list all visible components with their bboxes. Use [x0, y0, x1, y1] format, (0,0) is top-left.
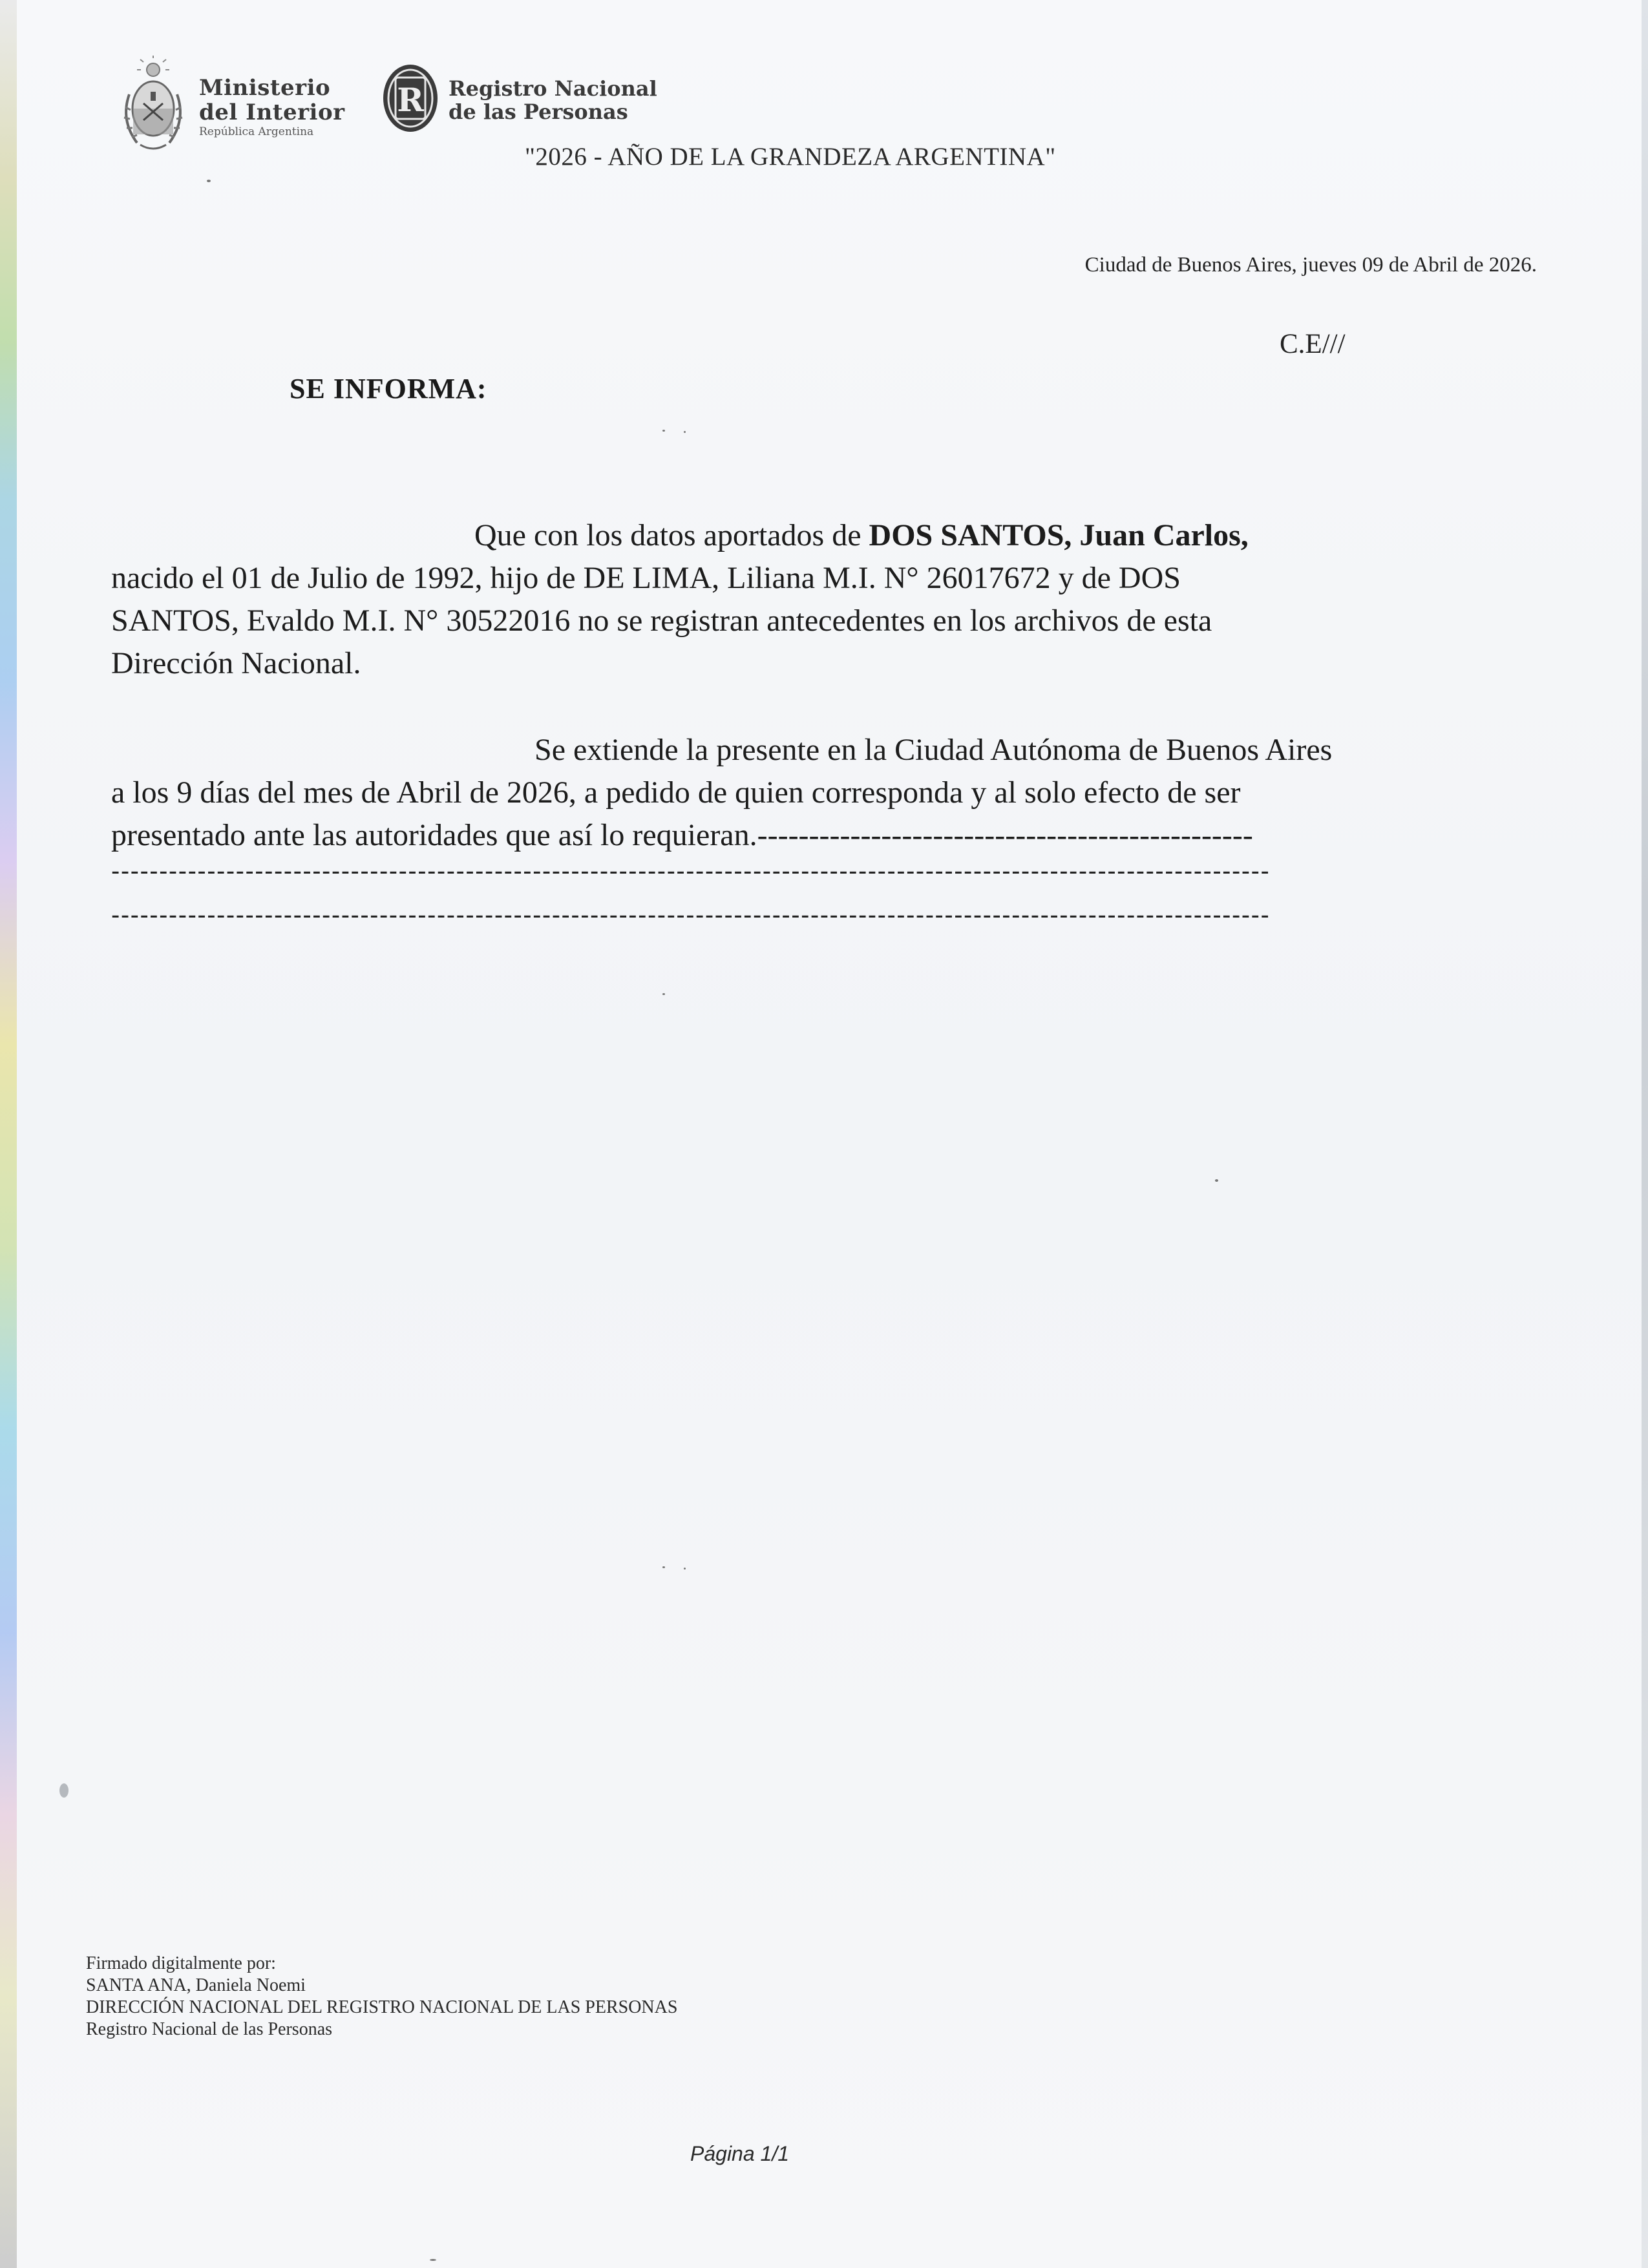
scan-speck — [662, 1566, 665, 1568]
document-heading: SE INFORMA: — [290, 373, 487, 404]
svg-text:R: R — [397, 81, 424, 119]
scan-speck — [684, 1568, 686, 1570]
ministerio-logo — [118, 56, 345, 159]
paragraph-1-line-4: Dirección Nacional. — [111, 646, 361, 680]
paragraph-1 — [111, 514, 1455, 685]
year-motto: "2026 - AÑO DE LA GRANDEZA ARGENTINA" — [525, 143, 1056, 171]
scan-speck — [430, 2259, 436, 2261]
ministerio-line1: Ministerio — [199, 75, 331, 101]
renaper-line2: de las Personas — [449, 99, 628, 124]
renaper-line1: Registro Nacional — [449, 76, 657, 101]
scan-speck — [207, 180, 211, 182]
paragraph-1-prefix: Que con los datos aportados de — [474, 518, 869, 552]
paragraph-2-line-3: presentado ante las autoridades que así lo requieran.------------------------------------------------ — [111, 818, 1253, 852]
ministerio-line2: del Interior — [199, 100, 345, 125]
renaper-r-logo-icon — [381, 62, 439, 138]
argentina-coat-of-arms-icon — [118, 56, 189, 159]
scan-speck — [684, 431, 686, 433]
dash-filler-line-2: ------------------------------------------------------------------------------------------------------------------------- — [111, 901, 1271, 929]
paragraph-2 — [111, 729, 1455, 857]
signer-name: SANTA ANA, Daniela Noemi — [86, 1975, 306, 1995]
signer-entity: Registro Nacional de las Personas — [86, 2019, 333, 2039]
paragraph-1-line-3: SANTOS, Evaldo M.I. N° 30522016 no se registran antecedentes en los archivos de esta — [111, 604, 1212, 638]
page-number: Página 1/1 — [690, 2142, 790, 2165]
paragraph-2-line-2: a los 9 días del mes de Abril de 2026, a pedido de quien corresponda y al solo efecto de ser — [111, 775, 1241, 810]
signer-office: DIRECCIÓN NACIONAL DEL REGISTRO NACIONAL DE LAS PERSONAS — [86, 1997, 678, 2017]
ministerio-line3: República Argentina — [199, 125, 314, 138]
paragraph-1-line-2: nacido el 01 de Julio de 1992, hijo de DE LIMA, Liliana M.I. N° 26017672 y de DOS — [111, 561, 1181, 595]
renaper-logo — [381, 62, 657, 138]
scan-speck — [662, 430, 665, 432]
digital-signature-block — [86, 1953, 677, 2041]
paragraph-1-line-1 — [111, 514, 1455, 557]
scan-speck — [662, 993, 665, 995]
scan-speck — [1215, 1179, 1218, 1182]
scan-edge-right — [1642, 0, 1648, 2268]
document-date: Ciudad de Buenos Aires, jueves 09 de Abril de 2026. — [1084, 253, 1537, 277]
subject-name: DOS SANTOS, Juan Carlos, — [869, 518, 1249, 552]
reference-code: C.E/// — [1280, 329, 1346, 359]
dash-filler-line-1: ------------------------------------------------------------------------------------------------------------------------- — [111, 857, 1271, 885]
paragraph-2-line-1: Se extiende la presente en la Ciudad Autónoma de Buenos Aires — [534, 733, 1333, 767]
scan-speck — [59, 1783, 69, 1798]
scan-edge-left — [0, 0, 17, 2268]
signature-label: Firmado digitalmente por: — [86, 1953, 276, 1973]
